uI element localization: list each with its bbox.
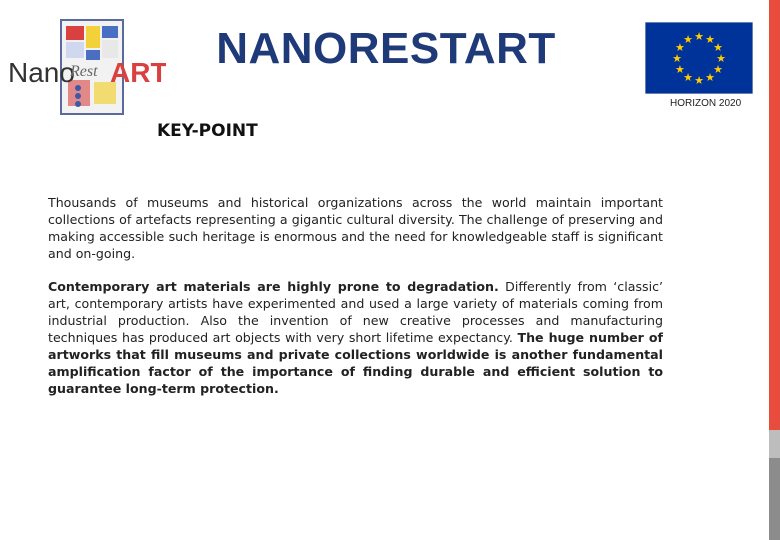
eu-star-icon: ★ <box>694 74 704 87</box>
paragraph-2-bold-lead: Contemporary art materials are highly prone to degradation. <box>48 279 499 294</box>
paragraph-2-normal: Differently from ‘classic’ art, contemporary artists have experimented and used a large variety of materials coming from industrial production. Also the invention of new creative processes and manufacturing techniques has produced art objects with very short lifetime expectancy. <box>48 279 663 345</box>
page-title: NANORESTART <box>216 24 556 73</box>
eu-star-icon: ★ <box>713 63 723 76</box>
body-text <box>48 194 663 413</box>
accent-segment-light <box>769 430 780 458</box>
accent-segment-gray <box>769 458 780 540</box>
paragraph-1: Thousands of museums and historical organizations across the world maintain important collections of artefacts representing a gigantic cultural diversity. The challenge of preserving and making accessible such heritage is enormous and the need for knowledgeable staff is significant and on-going. <box>48 195 663 261</box>
eu-star-icon: ★ <box>672 52 682 65</box>
nanorestart-logo <box>6 18 166 118</box>
logo-text-nano: Nano <box>8 57 75 88</box>
eu-star-icon: ★ <box>694 30 704 43</box>
eu-star-icon: ★ <box>705 71 715 85</box>
logo-text-rest: Rest <box>70 63 98 80</box>
right-accent-bar <box>769 0 780 540</box>
horizon-2020-label: HORIZON 2020 <box>670 98 742 109</box>
paragraph-2 <box>48 278 663 397</box>
eu-flag-icon <box>645 22 753 94</box>
eu-star-icon: ★ <box>675 63 685 76</box>
logo-text-art: ART <box>110 57 166 88</box>
paragraph-2-bold-tail: The huge number of artworks that fill museums and private collections worldwide is another fundamental amplification factor of the importance of finding durable and efficient solution to guarantee long-term protection. <box>48 330 663 396</box>
accent-segment-red <box>769 0 780 430</box>
eu-star-icon: ★ <box>675 41 685 54</box>
eu-star-icon: ★ <box>716 52 726 65</box>
eu-star-icon: ★ <box>705 32 715 46</box>
section-heading: KEY-POINT <box>157 121 258 141</box>
eu-star-icon: ★ <box>683 32 693 46</box>
eu-star-icon: ★ <box>683 71 693 85</box>
eu-star-icon: ★ <box>713 41 723 54</box>
